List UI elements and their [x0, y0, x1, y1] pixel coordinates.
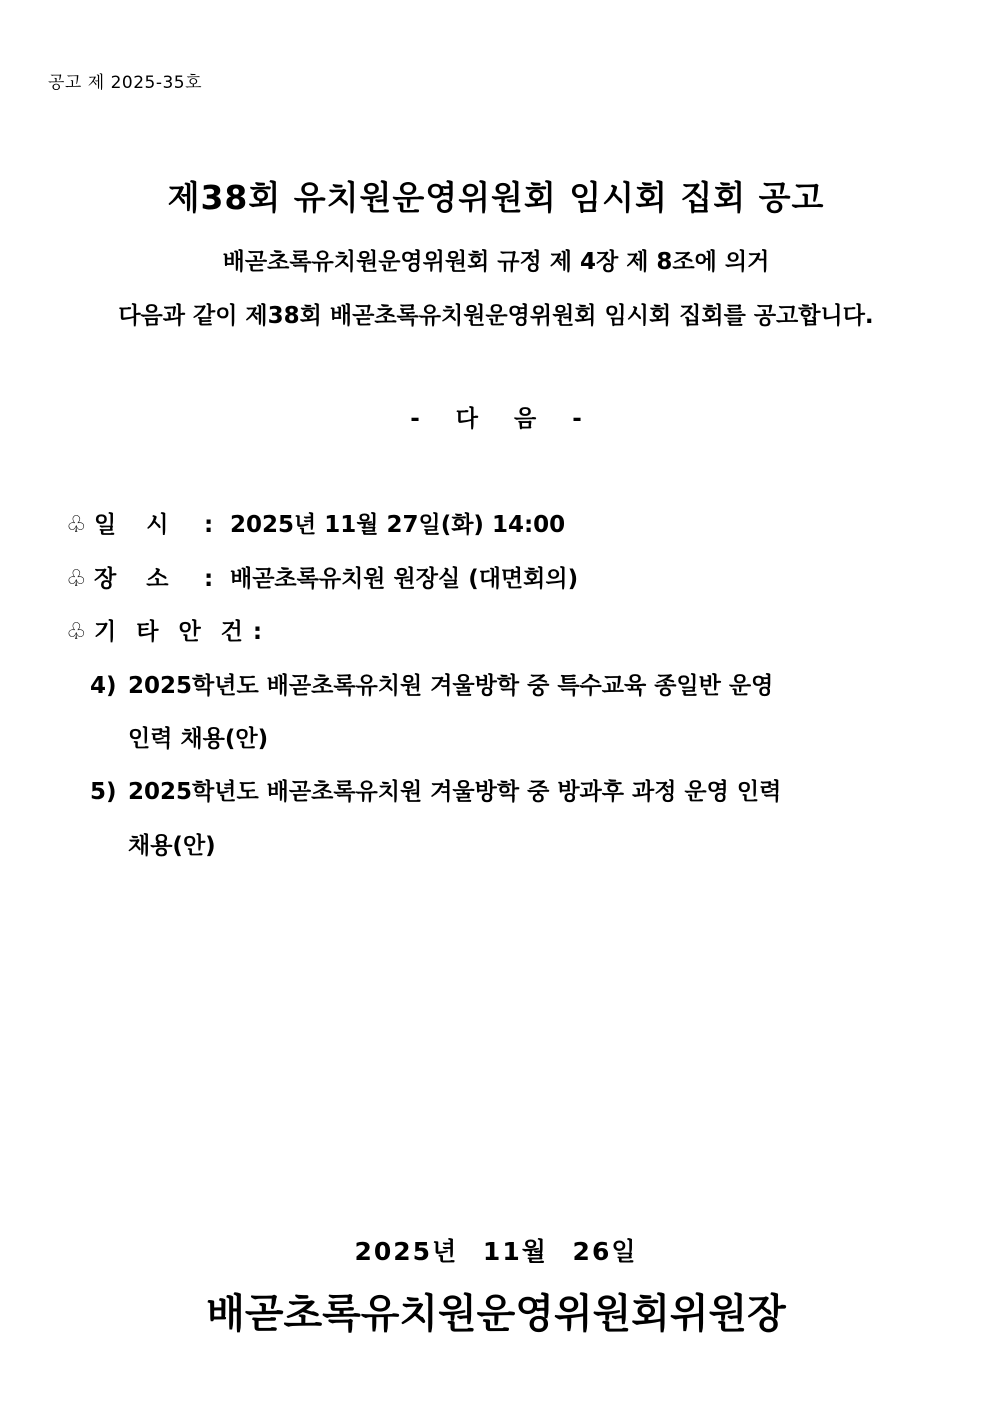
- field-colon: :: [204, 512, 214, 538]
- club-bullet-icon: ♧: [66, 566, 87, 592]
- field-location: [66, 560, 578, 593]
- field-label-location: 장 소: [94, 566, 169, 592]
- agenda-text-line-2: 인력 채용(안): [128, 726, 269, 752]
- club-bullet-icon: ♧: [66, 512, 87, 538]
- field-datetime: [66, 506, 565, 539]
- subtitle-line-1: 배곧초록유치원운영위원회 규정 제 4장 제 8조에 의거: [222, 249, 770, 275]
- club-bullet-icon: ♧: [66, 619, 87, 645]
- agenda-text-line-1: 2025학년도 배곧초록유치원 겨울방학 중 방과후 과정 운영 인력: [128, 779, 782, 805]
- agenda-item: [90, 667, 773, 700]
- field-colon: :: [204, 566, 214, 592]
- field-value-location: 배곧초록유치원 원장실 (대면회의): [230, 566, 579, 592]
- signature-title: 배곧초록유치원운영위원회위원장: [206, 1291, 786, 1337]
- subtitle-line-2: 다음과 같이 제38회 배곧초록유치원운영위원회 임시회 집회를 공고합니다.: [118, 303, 874, 329]
- agenda-text-line-1: 2025학년도 배곧초록유치원 겨울방학 중 특수교육 종일반 운영: [128, 673, 774, 699]
- field-label-datetime: 일 시: [94, 512, 169, 538]
- field-colon: :: [252, 619, 263, 645]
- section-separator: - 다 음 -: [410, 406, 582, 432]
- field-value-datetime: 2025년 11월 27일(화) 14:00: [230, 512, 566, 538]
- agenda-number: 4): [90, 673, 117, 699]
- agenda-number: 5): [90, 779, 117, 805]
- field-label-other-agenda: 기 타 안 건: [94, 619, 243, 645]
- document-title: 제38회 유치원운영위원회 임시회 집회 공고: [167, 178, 825, 217]
- notice-number: 공고 제 2025-35호: [48, 73, 203, 93]
- agenda-item: [90, 773, 781, 806]
- field-other-agenda: [66, 613, 279, 646]
- agenda-text-line-2: 채용(안): [128, 833, 216, 859]
- issue-date: 2025년 11월 26일: [354, 1237, 638, 1266]
